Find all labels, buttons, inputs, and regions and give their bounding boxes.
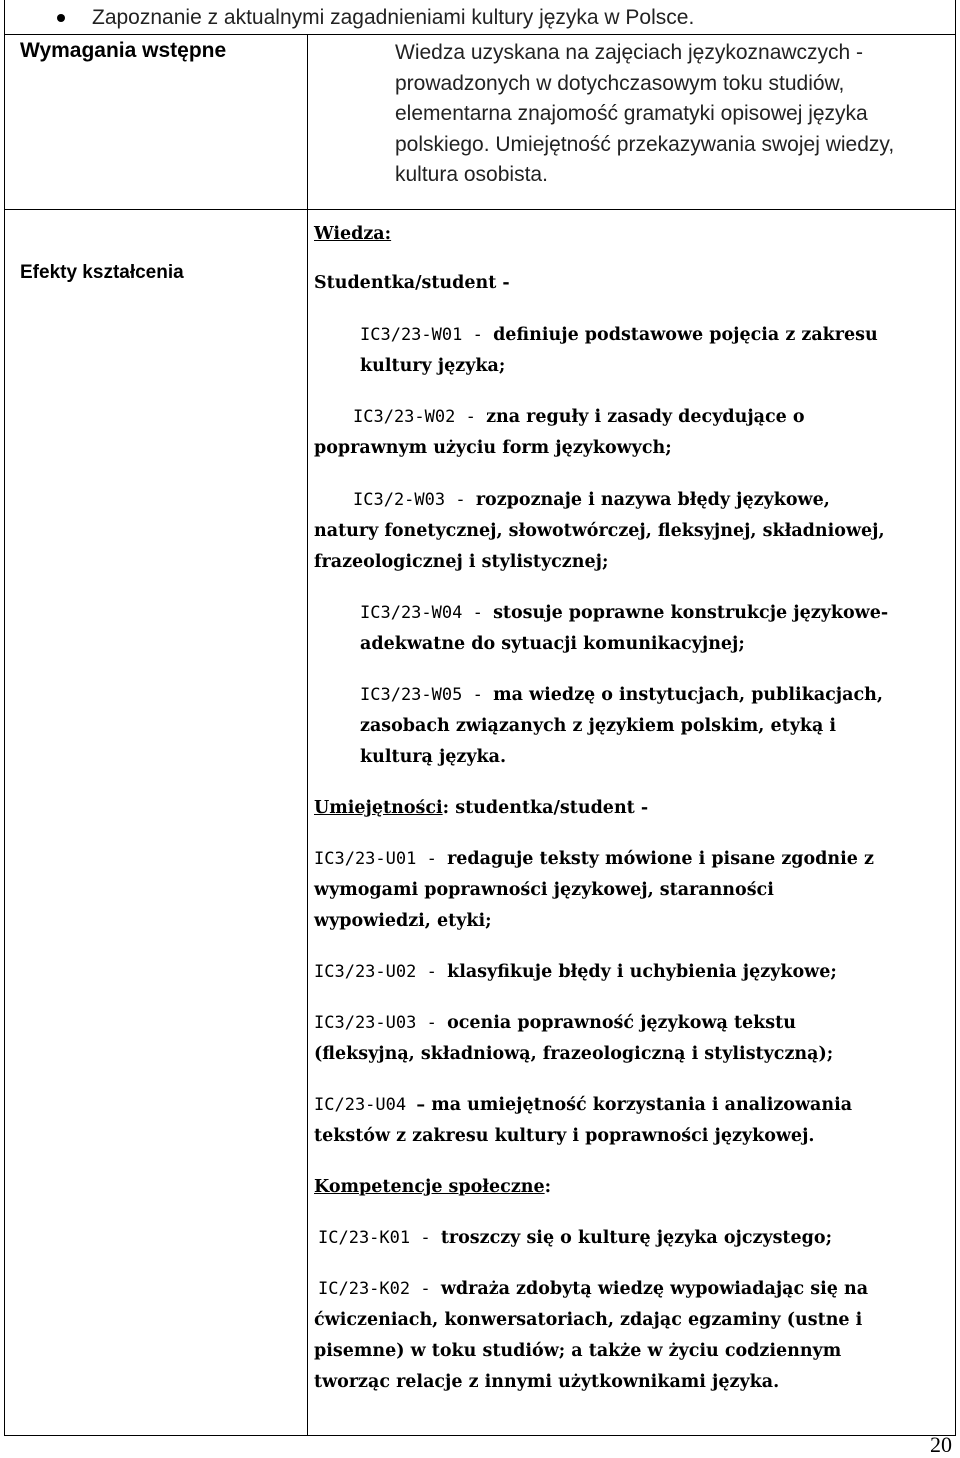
outcome-text: definiuje podstawowe pojęcia z zakresu [493, 325, 878, 345]
outcome-k02-line4: tworząc relacje z innymi użytkownikami języka. [314, 1372, 780, 1392]
skills-heading-line [314, 798, 648, 818]
outcome-k02-line2: ćwiczeniach, konwersatoriach, zdając egzaminy (ustne i [314, 1310, 863, 1330]
knowledge-heading: Wiedza: [314, 224, 392, 244]
skills-heading: Umiejętności [314, 798, 443, 818]
outcome-w05-line1 [360, 685, 883, 705]
outcome-w03-line3: frazeologicznej i stylistycznej; [314, 552, 609, 572]
outcome-w05-line3: kulturą języka. [360, 747, 507, 767]
outcome-code: IC3/23-U01 - [314, 849, 448, 869]
outcome-text: stosuje poprawne konstrukcje językowe- [493, 603, 889, 623]
requirements-text [308, 35, 955, 191]
outcome-code: IC3/23-W04 - [360, 603, 494, 623]
requirements-label: Wymagania wstępne [20, 39, 227, 62]
outcome-w01-line1 [360, 325, 878, 345]
outcome-text: troszczy się o kulturę języka ojczystego; [440, 1228, 833, 1248]
requirements-line: kultura osobista. [395, 163, 548, 186]
outcome-text: klasyfikuje błędy i uchybienia językowe; [447, 962, 837, 982]
outcome-k02-line3: pisemne) w toku studiów; a także w życiu codziennym [314, 1341, 842, 1361]
requirements-row [5, 35, 956, 210]
effects-row [5, 210, 956, 1436]
outcome-text: – ma umiejętność korzystania i analizowania [416, 1095, 853, 1115]
outcome-w04-line1 [360, 603, 888, 623]
outcome-code: IC3/23-U02 - [314, 962, 448, 982]
outcome-text: wdraża zdobytą wiedzę wypowiadając się na [440, 1279, 869, 1299]
outcome-code: IC/23-K01 - [318, 1228, 441, 1248]
bullet-text: Zapoznanie z aktualnymi zagadnieniami kultury języka w Polsce. [92, 6, 695, 29]
social-heading-line [314, 1177, 551, 1197]
outcome-code: IC/23-U04 [314, 1095, 417, 1115]
outcome-w02-line1 [353, 407, 805, 427]
requirements-line: polskiego. Umiejętność przekazywania swojej wiedzy, [395, 132, 895, 156]
outcome-u04-line2: tekstów z zakresu kultury i poprawności językowej. [314, 1126, 815, 1146]
outcome-k01-line1 [318, 1228, 832, 1248]
social-heading: Kompetencje społeczne [314, 1177, 545, 1197]
outcome-u04-line1 [314, 1095, 852, 1115]
outcome-text: zna reguły i zasady decydujące o [486, 407, 805, 427]
outcome-u01-line1 [314, 849, 874, 869]
social-colon: : [544, 1177, 552, 1197]
outcome-w03-line2: natury fonetycznej, słowotwórczej, fleksyjnej, składniowej, [314, 521, 885, 541]
syllabus-table [4, 0, 956, 1436]
effects-content [308, 210, 956, 1436]
outcome-u01-line2: wymogami poprawności językowej, staranności [314, 880, 774, 900]
bullet-dot-icon [57, 14, 65, 22]
outcome-text: rozpoznaje i nazywa błędy językowe, [475, 490, 830, 510]
outcome-text: ocenia poprawność językową tekstu [447, 1013, 796, 1033]
outcome-w02-line2: poprawnym użyciu form językowych; [314, 438, 672, 458]
skills-student: : studentka/student - [442, 798, 649, 818]
effects-label: Efekty kształcenia [20, 262, 184, 283]
outcome-code: IC3/23-U03 - [314, 1013, 448, 1033]
outcome-w04-line2: adekwatne do sytuacji komunikacyjnej; [360, 634, 745, 654]
student-label: Studentka/student - [314, 273, 510, 293]
bullet-item [5, 0, 955, 30]
outcome-code: IC/23-K02 - [318, 1279, 441, 1299]
outcome-w01-line2: kultury języka; [360, 356, 506, 376]
requirements-line: elementarna znajomość gramatyki opisowej języka [395, 102, 868, 125]
outcome-w05-line2: zasobach związanych z językiem polskim, etyką i [360, 716, 837, 736]
outcome-u03-line1 [314, 1013, 796, 1033]
page-number: 20 [930, 1432, 952, 1457]
requirements-line: Wiedza uzyskana na zajęciach językoznawczych - [395, 41, 864, 64]
outcome-code: IC3/2-W03 - [353, 490, 476, 510]
requirements-line: prowadzonych w dotychczasowym toku studiów, [395, 71, 845, 95]
bullet-row [5, 0, 956, 35]
outcome-code: IC3/23-W01 - [360, 325, 494, 345]
outcome-w03-line1 [353, 490, 830, 510]
outcome-u03-line2: (fleksyjną, składniową, frazeologiczną i stylistyczną); [314, 1044, 834, 1064]
outcome-text: redaguje teksty mówione i pisane zgodnie z [447, 849, 874, 869]
outcome-text: ma wiedzę o instytucjach, publikacjach, [493, 685, 883, 705]
outcome-code: IC3/23-W05 - [360, 685, 494, 705]
outcome-k02-line1 [318, 1279, 868, 1299]
outcome-code: IC3/23-W02 - [353, 407, 487, 427]
outcome-u02-line1 [314, 962, 837, 982]
outcome-u01-line3: wypowiedzi, etyki; [314, 911, 492, 931]
